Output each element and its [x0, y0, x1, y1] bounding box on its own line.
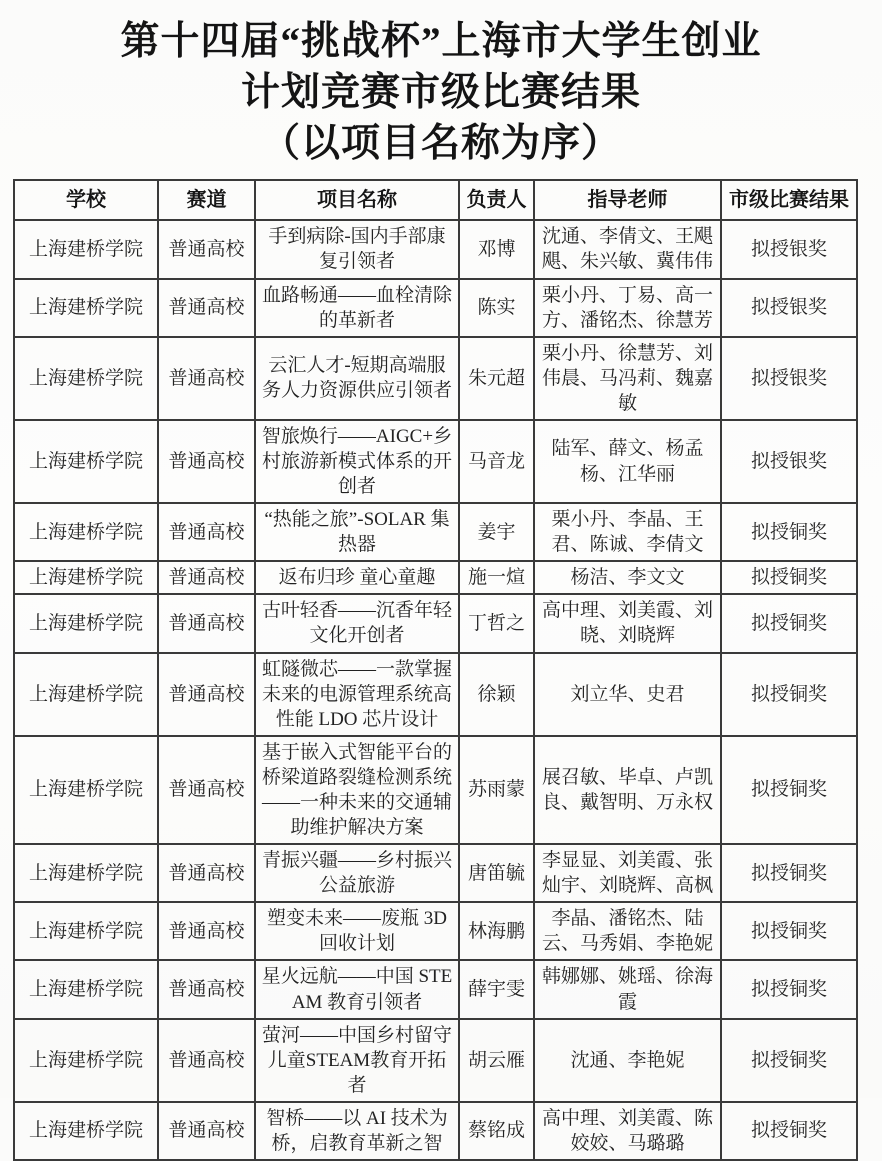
- cell-leader: 邓博: [459, 220, 534, 278]
- column-header-result: 市级比赛结果: [721, 180, 857, 220]
- table-row: [14, 653, 857, 736]
- cell-leader: 丁哲之: [459, 594, 534, 652]
- cell-leader: 胡云雁: [459, 1019, 534, 1102]
- cell-project: 血路畅通——血栓清除的革新者: [255, 279, 459, 337]
- cell-project: 塑变未来——废瓶 3D 回收计划: [255, 902, 459, 960]
- column-header-track: 赛道: [158, 180, 255, 220]
- cell-leader: 姜宇: [459, 503, 534, 561]
- table-row: [14, 902, 857, 960]
- cell-teachers: 李晶、潘铭杰、陆云、马秀娟、李艳妮: [534, 902, 721, 960]
- cell-teachers: 栗小丹、李晶、王君、陈诚、李倩文: [534, 503, 721, 561]
- table-row: [14, 844, 857, 902]
- cell-result: 拟授银奖: [721, 420, 857, 503]
- cell-track: 普通高校: [158, 1019, 255, 1102]
- cell-leader: 蔡铭成: [459, 1102, 534, 1160]
- cell-track: 普通高校: [158, 279, 255, 337]
- cell-project: 手到病除-国内手部康复引领者: [255, 220, 459, 278]
- cell-result: 拟授铜奖: [721, 960, 857, 1018]
- cell-teachers: 展召敏、毕卓、卢凯良、戴智明、万永权: [534, 736, 721, 844]
- cell-track: 普通高校: [158, 594, 255, 652]
- cell-result: 拟授银奖: [721, 220, 857, 278]
- cell-track: 普通高校: [158, 220, 255, 278]
- cell-school: 上海建桥学院: [14, 844, 158, 902]
- cell-track: 普通高校: [158, 736, 255, 844]
- cell-project: 智桥——以 AI 技术为桥，启教育革新之智: [255, 1102, 459, 1160]
- cell-school: 上海建桥学院: [14, 279, 158, 337]
- cell-result: 拟授铜奖: [721, 902, 857, 960]
- cell-teachers: 高中理、刘美霞、陈姣姣、马璐璐: [534, 1102, 721, 1160]
- cell-school: 上海建桥学院: [14, 653, 158, 736]
- cell-school: 上海建桥学院: [14, 960, 158, 1018]
- table-row: [14, 420, 857, 503]
- cell-result: 拟授铜奖: [721, 561, 857, 594]
- cell-project: 智旅焕行——AIGC+乡村旅游新模式体系的开创者: [255, 420, 459, 503]
- cell-leader: 苏雨蒙: [459, 736, 534, 844]
- cell-school: 上海建桥学院: [14, 1102, 158, 1160]
- cell-teachers: 韩娜娜、姚瑶、徐海霞: [534, 960, 721, 1018]
- cell-project: 虹隧微芯——一款掌握未来的电源管理系统高性能 LDO 芯片设计: [255, 653, 459, 736]
- cell-result: 拟授银奖: [721, 337, 857, 420]
- cell-track: 普通高校: [158, 337, 255, 420]
- table-row: [14, 736, 857, 844]
- document-title: [0, 16, 882, 169]
- cell-school: 上海建桥学院: [14, 561, 158, 594]
- cell-leader: 马音龙: [459, 420, 534, 503]
- cell-result: 拟授铜奖: [721, 844, 857, 902]
- table-row: [14, 561, 857, 594]
- header-row: [14, 180, 857, 220]
- title-line-2: 计划竞赛市级比赛结果: [240, 71, 641, 114]
- cell-school: 上海建桥学院: [14, 902, 158, 960]
- cell-project: 古叶轻香——沉香年轻文化开创者: [255, 594, 459, 652]
- cell-track: 普通高校: [158, 503, 255, 561]
- table-row: [14, 960, 857, 1018]
- column-header-project: 项目名称: [255, 180, 459, 220]
- cell-teachers: 陆军、薛文、杨孟杨、江华丽: [534, 420, 721, 503]
- cell-school: 上海建桥学院: [14, 594, 158, 652]
- cell-track: 普通高校: [158, 653, 255, 736]
- cell-result: 拟授铜奖: [721, 736, 857, 844]
- cell-result: 拟授铜奖: [721, 1102, 857, 1160]
- title-line-1: 第十四届“挑战杯”上海市大学生创业: [120, 20, 762, 63]
- cell-project: 云汇人才-短期高端服务人力资源供应引领者: [255, 337, 459, 420]
- table-row: [14, 503, 857, 561]
- cell-result: 拟授铜奖: [721, 503, 857, 561]
- cell-leader: 朱元超: [459, 337, 534, 420]
- cell-project: 基于嵌入式智能平台的桥梁道路裂缝检测系统——一种未来的交通辅助维护解决方案: [255, 736, 459, 844]
- table-row: [14, 1102, 857, 1160]
- cell-result: 拟授铜奖: [721, 653, 857, 736]
- cell-teachers: 刘立华、史君: [534, 653, 721, 736]
- cell-teachers: 高中理、刘美霞、刘晓、刘晓辉: [534, 594, 721, 652]
- cell-track: 普通高校: [158, 960, 255, 1018]
- cell-leader: 陈实: [459, 279, 534, 337]
- cell-school: 上海建桥学院: [14, 503, 158, 561]
- cell-project: 返布归珍 童心童趣: [255, 561, 459, 594]
- cell-project: 青振兴疆——乡村振兴公益旅游: [255, 844, 459, 902]
- table-header: [14, 180, 857, 220]
- cell-track: 普通高校: [158, 844, 255, 902]
- cell-teachers: 李显显、刘美霞、张灿宇、刘晓辉、高枫: [534, 844, 721, 902]
- cell-leader: 唐笛毓: [459, 844, 534, 902]
- column-header-leader: 负责人: [459, 180, 534, 220]
- cell-teachers: 杨洁、李文文: [534, 561, 721, 594]
- cell-school: 上海建桥学院: [14, 420, 158, 503]
- table-row: [14, 279, 857, 337]
- cell-teachers: 沈通、李倩文、王飓飓、朱兴敏、冀伟伟: [534, 220, 721, 278]
- cell-project: “热能之旅”-SOLAR 集热器: [255, 503, 459, 561]
- cell-school: 上海建桥学院: [14, 337, 158, 420]
- cell-project: 萤河——中国乡村留守儿童STEAM教育开拓者: [255, 1019, 459, 1102]
- title-line-3: （以项目名称为序）: [260, 122, 621, 165]
- table-row: [14, 594, 857, 652]
- cell-school: 上海建桥学院: [14, 220, 158, 278]
- cell-project: 星火远航——中国 STEAM 教育引领者: [255, 960, 459, 1018]
- table-row: [14, 1019, 857, 1102]
- cell-track: 普通高校: [158, 1102, 255, 1160]
- cell-teachers: 沈通、李艳妮: [534, 1019, 721, 1102]
- cell-result: 拟授银奖: [721, 279, 857, 337]
- cell-track: 普通高校: [158, 902, 255, 960]
- cell-leader: 徐颖: [459, 653, 534, 736]
- cell-teachers: 栗小丹、徐慧芳、刘伟晨、马冯莉、魏嘉敏: [534, 337, 721, 420]
- cell-teachers: 栗小丹、丁易、高一方、潘铭杰、徐慧芳: [534, 279, 721, 337]
- cell-leader: 施一煊: [459, 561, 534, 594]
- column-header-school: 学校: [14, 180, 158, 220]
- results-table-body: [14, 220, 857, 1160]
- cell-school: 上海建桥学院: [14, 1019, 158, 1102]
- results-table: [13, 179, 858, 1161]
- cell-leader: 薛宇雯: [459, 960, 534, 1018]
- table-row: [14, 337, 857, 420]
- cell-leader: 林海鹏: [459, 902, 534, 960]
- cell-school: 上海建桥学院: [14, 736, 158, 844]
- cell-result: 拟授铜奖: [721, 1019, 857, 1102]
- cell-result: 拟授铜奖: [721, 594, 857, 652]
- cell-track: 普通高校: [158, 420, 255, 503]
- table-row: [14, 220, 857, 278]
- cell-track: 普通高校: [158, 561, 255, 594]
- column-header-teachers: 指导老师: [534, 180, 721, 220]
